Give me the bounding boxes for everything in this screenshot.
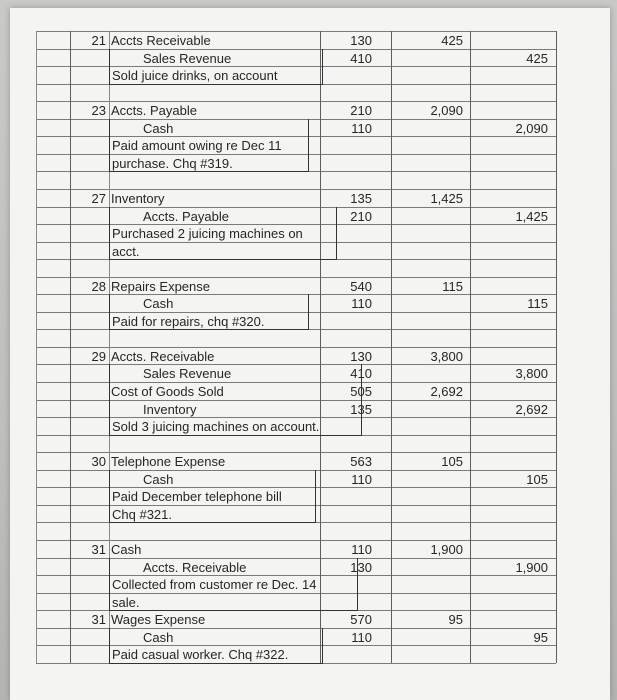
account-name: Cash (143, 471, 174, 487)
grid-row-line (36, 277, 556, 278)
entry-explanation: Sold juice drinks, on account (112, 68, 278, 84)
grid-column-line (70, 31, 71, 663)
posting-ref: 110 (351, 296, 372, 312)
entry-explanation: Paid casual worker. Chq #322. (112, 647, 289, 663)
account-name: Sales Revenue (143, 50, 232, 66)
posting-ref: 110 (351, 629, 372, 645)
entry-explanation: Sold 3 juicing machines on account. (112, 419, 320, 435)
entry-explanation: Paid amount owing re Dec 11 (112, 138, 282, 154)
entry-date: 31 (91, 541, 106, 557)
account-name: Inventory (143, 401, 197, 417)
debit-amount: 105 (441, 454, 463, 470)
account-name: Accts. Receivable (111, 348, 215, 364)
debit-amount: 95 (448, 612, 463, 628)
account-name: Cash (143, 296, 174, 312)
posting-ref: 410 (350, 366, 372, 382)
account-name: Cash (143, 120, 174, 136)
account-name: Accts. Receivable (143, 559, 247, 575)
posting-ref: 505 (350, 384, 372, 399)
credit-amount: 1,900 (515, 559, 548, 575)
posting-ref: 110 (351, 120, 372, 136)
posting-ref: 110 (351, 541, 372, 557)
grid-row-line (36, 347, 556, 348)
credit-amount: 1,425 (515, 208, 548, 224)
credit-amount: 2,090 (515, 120, 548, 136)
entry-date: 28 (91, 278, 106, 294)
posting-ref: 410 (350, 50, 372, 66)
posting-ref: 563 (350, 454, 372, 470)
account-name: Inventory (111, 190, 165, 206)
explanation-box (109, 364, 362, 435)
credit-amount: 2,692 (515, 401, 548, 417)
credit-amount: 115 (527, 296, 548, 312)
posting-ref: 135 (350, 401, 372, 417)
entry-explanation: acct. (112, 243, 140, 259)
account-name: Wages Expense (111, 612, 206, 628)
explanation-box (109, 207, 337, 261)
credit-amount: 3,800 (515, 366, 548, 382)
posting-ref: 130 (350, 559, 372, 575)
grid-row-line (36, 101, 556, 102)
entry-date: 31 (91, 612, 106, 628)
entry-explanation: Chq #321. (112, 506, 172, 522)
grid-row-line (36, 540, 556, 541)
explanation-box (109, 628, 323, 664)
explanation-box (109, 558, 358, 612)
debit-amount: 1,900 (430, 541, 463, 557)
account-name: Repairs Expense (111, 278, 210, 294)
grid-column-line (470, 31, 471, 663)
explanation-box (109, 49, 323, 85)
debit-amount: 115 (442, 278, 463, 294)
posting-ref: 570 (350, 612, 372, 628)
posting-ref: 130 (350, 33, 372, 48)
grid-column-line (36, 31, 37, 663)
explanation-box (109, 119, 309, 173)
debit-amount: 1,425 (430, 190, 463, 206)
debit-amount: 2,090 (430, 103, 463, 119)
debit-amount: 425 (441, 33, 463, 48)
credit-amount: 425 (526, 50, 548, 66)
posting-ref: 130 (350, 348, 372, 364)
entry-explanation: Purchased 2 juicing machines on (112, 226, 303, 242)
account-name: Telephone Expense (111, 454, 226, 470)
account-name: Cost of Goods Sold (111, 384, 224, 399)
grid-row-line (36, 452, 556, 453)
grid-column-line (556, 31, 557, 663)
entry-explanation: Paid for repairs, chq #320. (112, 313, 265, 329)
credit-amount: 105 (526, 471, 548, 487)
explanation-box (109, 294, 309, 330)
account-name: Sales Revenue (143, 366, 232, 382)
account-name: Cash (111, 541, 142, 557)
grid-row-line (36, 189, 556, 190)
entry-date: 29 (91, 348, 106, 364)
debit-amount: 3,800 (430, 348, 463, 364)
entry-date: 23 (91, 103, 106, 119)
entry-explanation: Collected from customer re Dec. 14 (112, 577, 317, 593)
entry-date: 27 (91, 190, 106, 206)
entry-date: 30 (91, 454, 106, 470)
account-name: Accts. Payable (143, 208, 229, 224)
entry-explanation: Paid December telephone bill (112, 489, 282, 505)
account-name: Accts Receivable (111, 33, 211, 48)
entry-explanation: purchase. Chq #319. (112, 155, 233, 171)
grid-row-line (36, 31, 556, 32)
entry-date: 21 (91, 33, 106, 48)
posting-ref: 110 (351, 471, 372, 487)
account-name: Accts. Payable (111, 103, 197, 119)
posting-ref: 210 (350, 208, 372, 224)
posting-ref: 210 (350, 103, 372, 119)
debit-amount: 2,692 (430, 384, 463, 399)
credit-amount: 95 (533, 629, 548, 645)
posting-ref: 540 (350, 278, 372, 294)
posting-ref: 135 (350, 190, 372, 206)
explanation-box (109, 470, 316, 524)
entry-explanation: sale. (112, 594, 140, 610)
account-name: Cash (143, 629, 174, 645)
grid-column-line (391, 31, 392, 663)
